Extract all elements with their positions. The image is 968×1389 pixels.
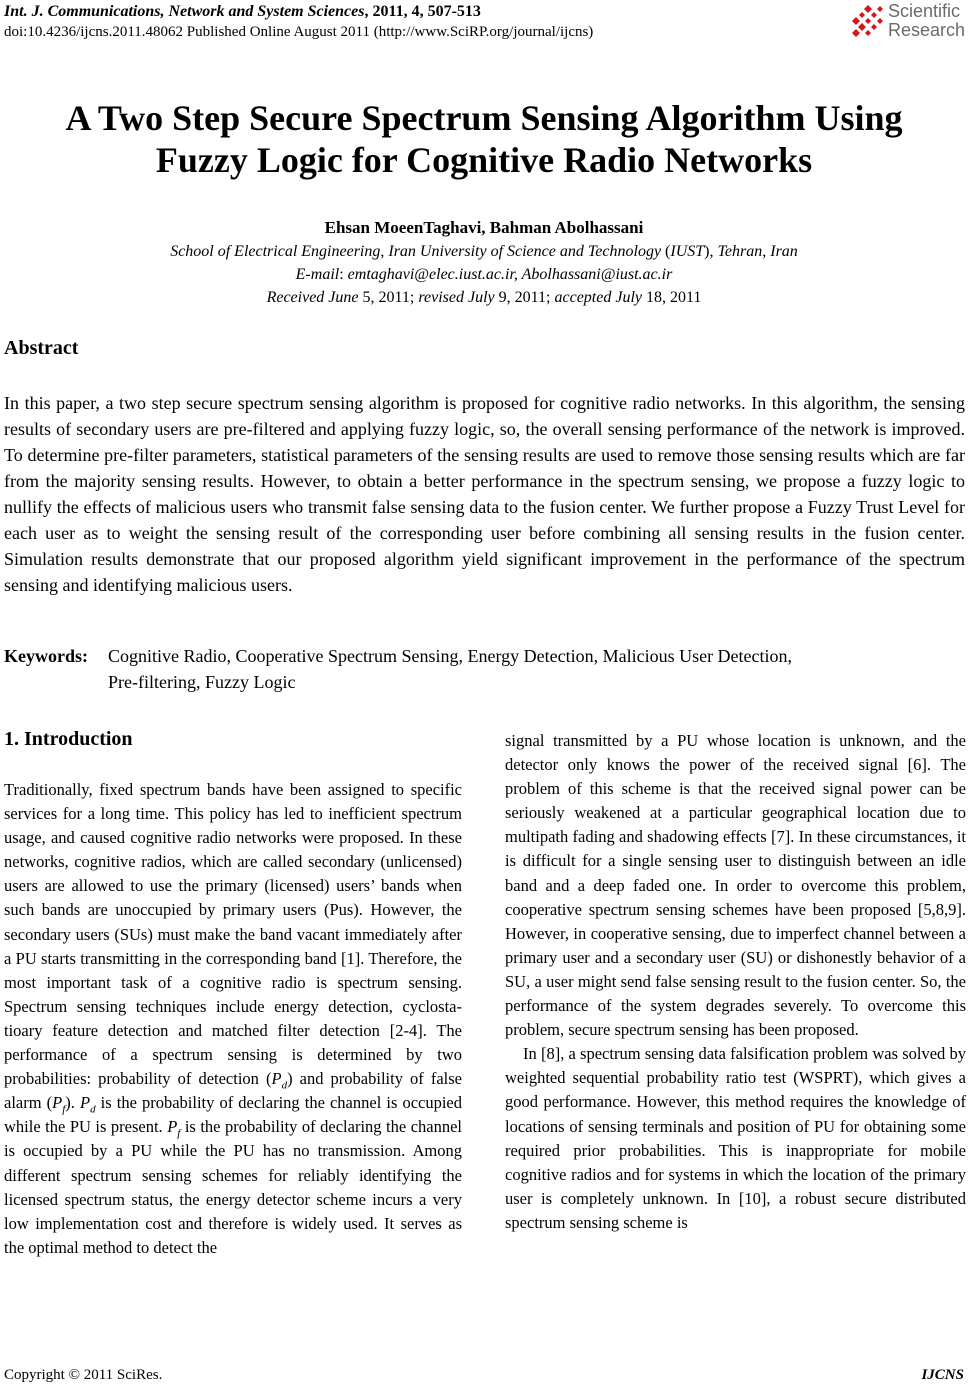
received-label: Received June xyxy=(266,289,359,306)
text-run: is the probability of declaring the channel is occupied by a PU while the PU has no transmission. Among different spectrum sensing schemes for reliably identifying the licensed spectrum status, the energy detector scheme incurs a very low implementation cost and therefore is widely used. It serves as the optimal method to detect the xyxy=(4,1117,462,1257)
logo-diamond xyxy=(871,24,877,30)
journal-abbrev: IJCNS xyxy=(921,1367,964,1383)
pf-sym: P xyxy=(52,1093,63,1113)
university: Iran University of Science and Technology xyxy=(388,243,662,260)
text-run: ). xyxy=(65,1093,80,1113)
city: Tehran xyxy=(717,243,763,260)
pf-symbol xyxy=(52,1093,66,1116)
logo-line-2: Research xyxy=(888,20,966,40)
accepted-label: accepted July xyxy=(554,289,642,306)
pf-symbol xyxy=(167,1117,181,1140)
email-addresses: emtaghavi@elec.iust.ac.ir, Abolhassani@iust.ac.ir xyxy=(347,266,673,283)
affiliation: School of Electrical Engineering, Iran University of Science and Technology (IUST), Tehran, Iran xyxy=(170,243,798,260)
logo-diamond xyxy=(864,5,872,13)
pf-sub: f xyxy=(177,1127,181,1140)
accepted-date: 18, 2011 xyxy=(642,289,702,306)
text-run: ) and probability of false alarm ( xyxy=(4,1069,462,1113)
text-run: is the probability of declaring the channel is occupied while the PU is present. xyxy=(4,1093,463,1137)
email-label: E-mail xyxy=(295,266,340,283)
pd-sym: P xyxy=(80,1093,91,1113)
logo-diamond xyxy=(852,29,860,37)
right-column xyxy=(505,729,966,1235)
email-line: E-mail: emtaghavi@elec.iust.ac.ir, Abolhassani@iust.ac.ir xyxy=(295,266,673,283)
keywords-label: Keywords: xyxy=(4,646,88,666)
logo-diamond xyxy=(877,18,883,24)
left-column xyxy=(4,778,462,1260)
pf-sym: P xyxy=(167,1117,178,1137)
university-abbrev: IUST xyxy=(670,243,705,260)
dates-line xyxy=(0,289,968,307)
logo-diamond xyxy=(871,12,877,18)
school: School of Electrical Engineering xyxy=(170,243,381,260)
paper-title-line-2: Fuzzy Logic for Cognitive Radio Networks xyxy=(155,140,813,180)
abstract-text: In this paper, a two step secure spectrum sensing algorithm is proposed for cognitive radio networks. In this algorithm, the sensing results of secondary users are pre-filtered and applying fuzzy logic, so, the overall sensing performance of the network is improved. To determine pre-filter parameters, statistical parameters of the sensing results are used to remove those sensing results which are far from the majority sensing results. However, to obtain a better performance in the spectrum sensing, we propose a fuzzy logic to nullify the effects of malicious users who transmit false sensing data to the fusion center. We further propose a Fuzzy Trust Level for each user as to weight the sensing result of the corresponding user before combining all sensing results in the fusion center. Simulation results demonstrate that our proposed algorithm yield significant improvement in the performance of the spectrum sensing and identifying malicious users. xyxy=(4,393,965,595)
country: Iran xyxy=(770,243,798,260)
logo-diamond xyxy=(852,17,860,25)
text-run: Traditionally, fixed spectrum bands have been assigned to specific services for a long time. This policy has led to inefficient spectrum usage, and caused cognitive radio networks were proposed. In these networks, cognitive radios, which are called secondary (unlicensed) users are allowed to use the primary (licensed) users’ bands when such bands are unoccupied by primary users (Pus). However, the secondary users (SUs) must make the band vacant immediately after a PU starts transmitting in the corresponding band [1]. Therefore, the most important task of a cognitive radio is spectrum sensing. Spectrum sensing techniques include energy detection, cyclostatioary feature detection and matched filter detection [2-4]. The performance of a spectrum sensing is determined by two probabilities: probability of detection ( xyxy=(4,780,462,1089)
intro-paragraph-1 xyxy=(4,778,462,1260)
journal-volume: , 2011, 4, 507-513 xyxy=(364,3,481,20)
journal-citation xyxy=(4,3,481,21)
logo-diamond xyxy=(859,12,865,18)
pd-symbol xyxy=(80,1093,96,1116)
pd-sym: P xyxy=(271,1069,282,1089)
copyright: Copyright © 2011 SciRes. xyxy=(4,1367,163,1383)
pd-symbol xyxy=(271,1069,288,1092)
revised-label: revised July xyxy=(418,289,495,306)
intro-paragraph-2: signal transmitted by a PU whose location is unknown, and the detector only knows the power of the received signal [6]. The problem of this scheme is that the received signal power can be seriously weakened at a particular geographical location due to multipath fading and shadowing effects [7]. In these circumstances, it is difficult for a single sensing user to distinguish between an idle band and a deep faded one. In order to overcome this problem, cooperative spectrum sensing schemes have been proposed [5,8,9]. However, in cooperative sensing, due to imperfect channel between a primary user and a secondary user (SU) or dishonestly behavior of a SU, a user might send false sensing result to the fusion center. So, the performance of the system degrades severely. To overcome this problem, secure spectrum sensing has been proposed. xyxy=(505,731,966,1040)
publisher-logo xyxy=(851,2,967,42)
scientific-research-logo-icon xyxy=(851,5,885,39)
doi-line: doi:10.4236/ijcns.2011.48062 Published Online August 2011 (http://www.SciRP.org/journal/ijcns) xyxy=(4,24,594,40)
paper-title-line-1: A Two Step Secure Spectrum Sensing Algorithm Using xyxy=(65,98,903,138)
keywords-line-2: Pre-filtering, Fuzzy Logic xyxy=(108,672,296,692)
pd-sub: d xyxy=(90,1103,96,1116)
keywords-line-1: Cognitive Radio, Cooperative Spectrum Sensing, Energy Detection, Malicious User Detection, xyxy=(108,646,793,666)
journal-name: Int. J. Communications, Network and System Sciences xyxy=(4,3,365,20)
authors: Ehsan MoeenTaghavi, Bahman Abolhassani xyxy=(324,218,644,237)
introduction-heading: 1. Introduction xyxy=(4,728,133,750)
pd-sub: d xyxy=(281,1079,288,1092)
logo-diamond xyxy=(858,23,866,31)
logo-diamond xyxy=(877,6,883,12)
received-date: 5, 2011; xyxy=(358,289,419,306)
logo-text xyxy=(888,2,965,40)
intro-paragraph-3: In [8], a spectrum sensing data falsification problem was solved by weighted sequential probability ratio test (WSPRT), which gives a good performance. However, this method requires the knowledge of locations of sensing terminals and position of PU for obtaining some required prior probabilities. This is inappropriate for mobile cognitive radios and for systems in which the location of the primary user is completely unknown. In [10], a robust secure distributed spectrum sensing scheme is xyxy=(505,1044,966,1232)
logo-diamond xyxy=(865,18,871,24)
logo-diamond xyxy=(865,30,871,36)
abstract-heading: Abstract xyxy=(4,337,79,359)
revised-date: 9, 2011; xyxy=(494,289,555,306)
logo-line-1: Scientific xyxy=(888,1,961,21)
pf-sub: f xyxy=(62,1103,66,1116)
